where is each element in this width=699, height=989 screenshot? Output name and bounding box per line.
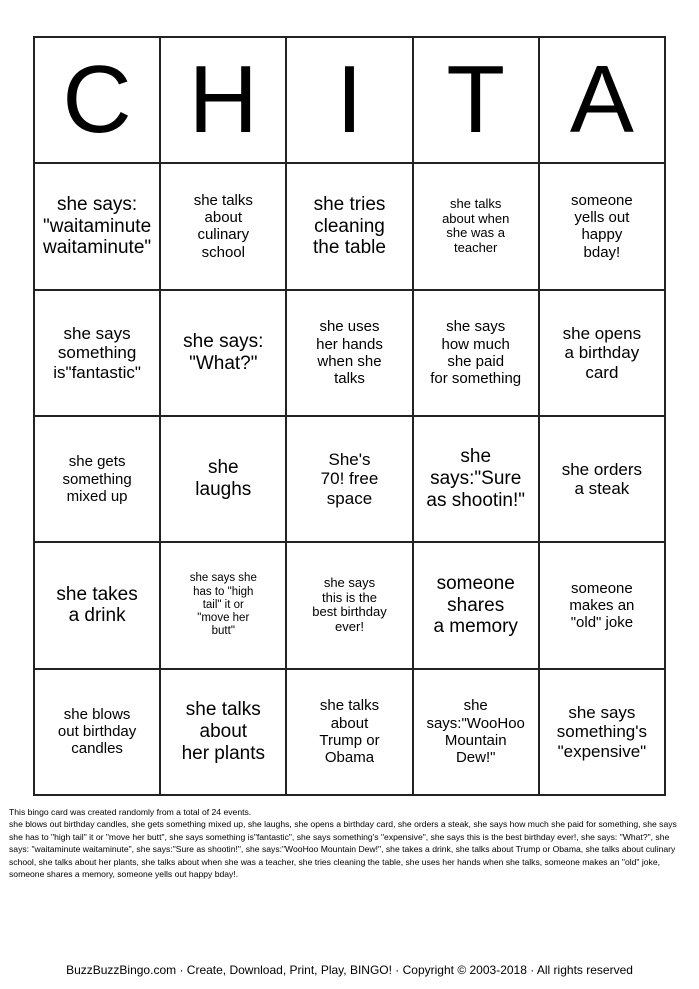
header-letter-t: T	[413, 37, 539, 163]
bingo-cell: she uses her hands when she talks	[286, 290, 412, 416]
bingo-cell: she says this is the best birthday ever!	[286, 542, 412, 668]
bingo-cell: someone makes an "old" joke	[539, 542, 665, 668]
header-letter-c: C	[34, 37, 160, 163]
bingo-cell: she gets something mixed up	[34, 416, 160, 542]
bingo-cell: she says she has to "high tail" it or "move her butt"	[160, 542, 286, 668]
bingo-cell: she talks about Trump or Obama	[286, 669, 412, 795]
event-list: she blows out birthday candles, she gets something mixed up, she laughs, she opens a birthday card, she orders a steak, she says how much she paid for something, she says she has to "high tail" it or "move her butt", she says something is"fantastic", she says something's "expensive", she says this is the best birthday ever!, she says: "What?", she says: "waitaminute waitaminute", she says:"Sure as shootin!", she says:"WooHoo Mountain Dew!", she takes a drink, she talks about Trump or Obama, she talks about culinary school, she talks about her plants, she talks about when she was a teacher, she tries cleaning the table, she uses her hands when she talks, someone makes an "old" joke, someone shares a memory, someone yells out happy bday!.	[9, 819, 677, 880]
bingo-cell: she laughs	[160, 416, 286, 542]
bingo-cell: she says how much she paid for something	[413, 290, 539, 416]
header-letter-i: I	[286, 37, 412, 163]
bingo-cell: she says: "What?"	[160, 290, 286, 416]
header-letter-h: H	[160, 37, 286, 163]
bingo-cell: she blows out birthday candles	[34, 669, 160, 795]
bingo-cell: she says:"Sure as shootin!"	[413, 416, 539, 542]
bingo-cell: she talks about culinary school	[160, 163, 286, 289]
bingo-cell: she says something's "expensive"	[539, 669, 665, 795]
header-letter-a: A	[539, 37, 665, 163]
bingo-cell: she says:"WooHoo Mountain Dew!"	[413, 669, 539, 795]
bingo-cell: she tries cleaning the table	[286, 163, 412, 289]
bingo-cell: she takes a drink	[34, 542, 160, 668]
footer-copyright: BuzzBuzzBingo.com · Create, Download, Print, Play, BINGO! · Copyright © 2003-2018 · All rights reserved	[66, 963, 633, 977]
bingo-cell: someone yells out happy bday!	[539, 163, 665, 289]
bingo-cell: she says something is"fantastic"	[34, 290, 160, 416]
bingo-cell: she talks about her plants	[160, 669, 286, 795]
event-count-note: This bingo card was created randomly from a total of 24 events.	[9, 807, 252, 817]
bingo-cell: she says: "waitaminute waitaminute"	[34, 163, 160, 289]
bingo-cell: she talks about when she was a teacher	[413, 163, 539, 289]
card-info	[9, 806, 691, 881]
bingo-card	[33, 36, 666, 796]
bingo-cell: she orders a steak	[539, 416, 665, 542]
bingo-cell: someone shares a memory	[413, 542, 539, 668]
free-space-cell: She's 70! free space	[286, 416, 412, 542]
bingo-cell: she opens a birthday card	[539, 290, 665, 416]
